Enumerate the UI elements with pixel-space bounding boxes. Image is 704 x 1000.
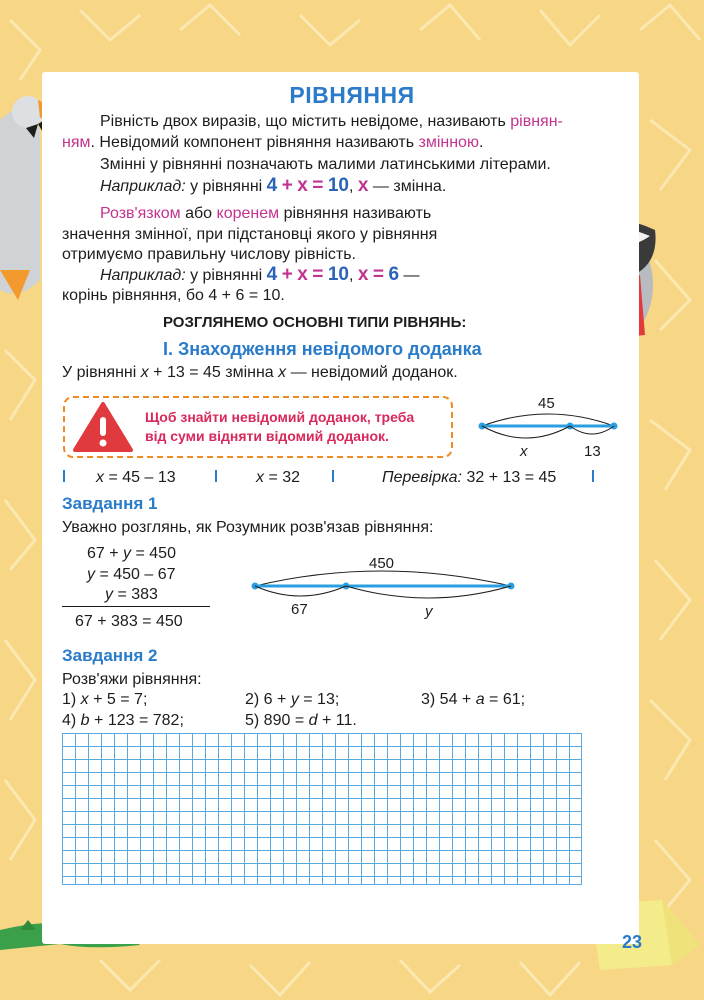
task-1-check: 67 + 383 = 450 [75, 613, 183, 630]
term-solution: Розв'язком [100, 205, 181, 222]
task-1-diagram-known: 67 [291, 601, 308, 618]
task-1-divider [62, 606, 210, 607]
task-2-item-3: 3) 54 + a = 61; [421, 691, 526, 708]
answer-grid[interactable] [62, 733, 582, 885]
separator-tick [63, 470, 65, 482]
task-2-item-4: 4) b + 123 = 782; [62, 712, 184, 729]
task-1-heading: Завдання 1 [62, 494, 158, 513]
example-1: Наприклад: у рівнянні 4 + x = 10, x — змінна. [100, 175, 447, 196]
example-2-line-2: корінь рівняння, бо 4 + 6 = 10. [62, 287, 285, 304]
task-1-line-1: 67 + y = 450 [87, 545, 176, 562]
solution-definition-line-1: Розв'язком або коренем рівняння називають [100, 205, 432, 222]
task-2-heading: Завдання 2 [62, 646, 158, 665]
solution-step-2: x = 32 [256, 469, 301, 486]
task-1-line-2: y = 450 – 67 [87, 566, 176, 583]
types-heading: РОЗГЛЯНЕМО ОСНОВНІ ТИПИ РІВНЯНЬ: [163, 314, 467, 331]
variables-note: Змінні у рівнянні позначають малими латинськими літерами. [100, 156, 551, 173]
warning-icon [72, 401, 134, 453]
task-2-intro: Розв'яжи рівняння: [62, 671, 202, 688]
section-1-intro: У рівнянні x + 13 = 45 змінна x — невідомий доданок. [62, 364, 458, 381]
term-equation: рівнян- [510, 113, 563, 130]
task-1-diagram-total: 450 [369, 555, 395, 572]
term-root: коренем [216, 205, 280, 222]
separator-tick [332, 470, 334, 482]
term-variable: змінною [418, 134, 479, 151]
solution-step-1: x = 45 – 13 [96, 469, 176, 486]
page-number: 23 [621, 932, 643, 952]
example-2: Наприклад: у рівнянні 4 + x = 10, x = 6 — [100, 264, 420, 285]
definition-line-1: Рівність двох виразів, що містить невідоме, називають рівнян- [100, 113, 563, 130]
term-equation-end: ням [62, 134, 91, 151]
section-1-heading: І. Знаходження невідомого доданка [163, 339, 482, 359]
task-1-intro: Уважно розглянь, як Розумник розв'язав рівняння: [62, 519, 434, 536]
addend-diagram [470, 392, 630, 464]
task-2-item-5: 5) 890 = d + 11. [245, 712, 357, 729]
task-1-line-3: y = 383 [105, 586, 158, 603]
task-1-diagram [245, 548, 525, 620]
diagram-unknown-label: x [520, 443, 528, 460]
task-1-diagram-unknown: y [425, 603, 433, 620]
separator-tick [215, 470, 217, 482]
diagram-total-label: 45 [538, 395, 555, 412]
solution-definition-line-2: значення змінної, при підстановці якого у рівняння [62, 226, 438, 243]
rule-text: Щоб знайти невідомий доданок, треба від суми відняти відомий доданок. [145, 409, 415, 444]
solution-definition-line-3: отримуємо правильну числову рівність. [62, 246, 356, 263]
separator-tick [592, 470, 594, 482]
task-2-item-2: 2) 6 + y = 13; [245, 691, 340, 708]
diagram-known-label: 13 [584, 443, 601, 460]
definition-line-2: ням. Невідомий компонент рівняння називають змінною. [62, 134, 484, 151]
solution-check: Перевірка: 32 + 13 = 45 [382, 469, 557, 486]
page-title: РІВНЯННЯ [289, 82, 415, 108]
task-2-item-1: 1) x + 5 = 7; [62, 691, 148, 708]
